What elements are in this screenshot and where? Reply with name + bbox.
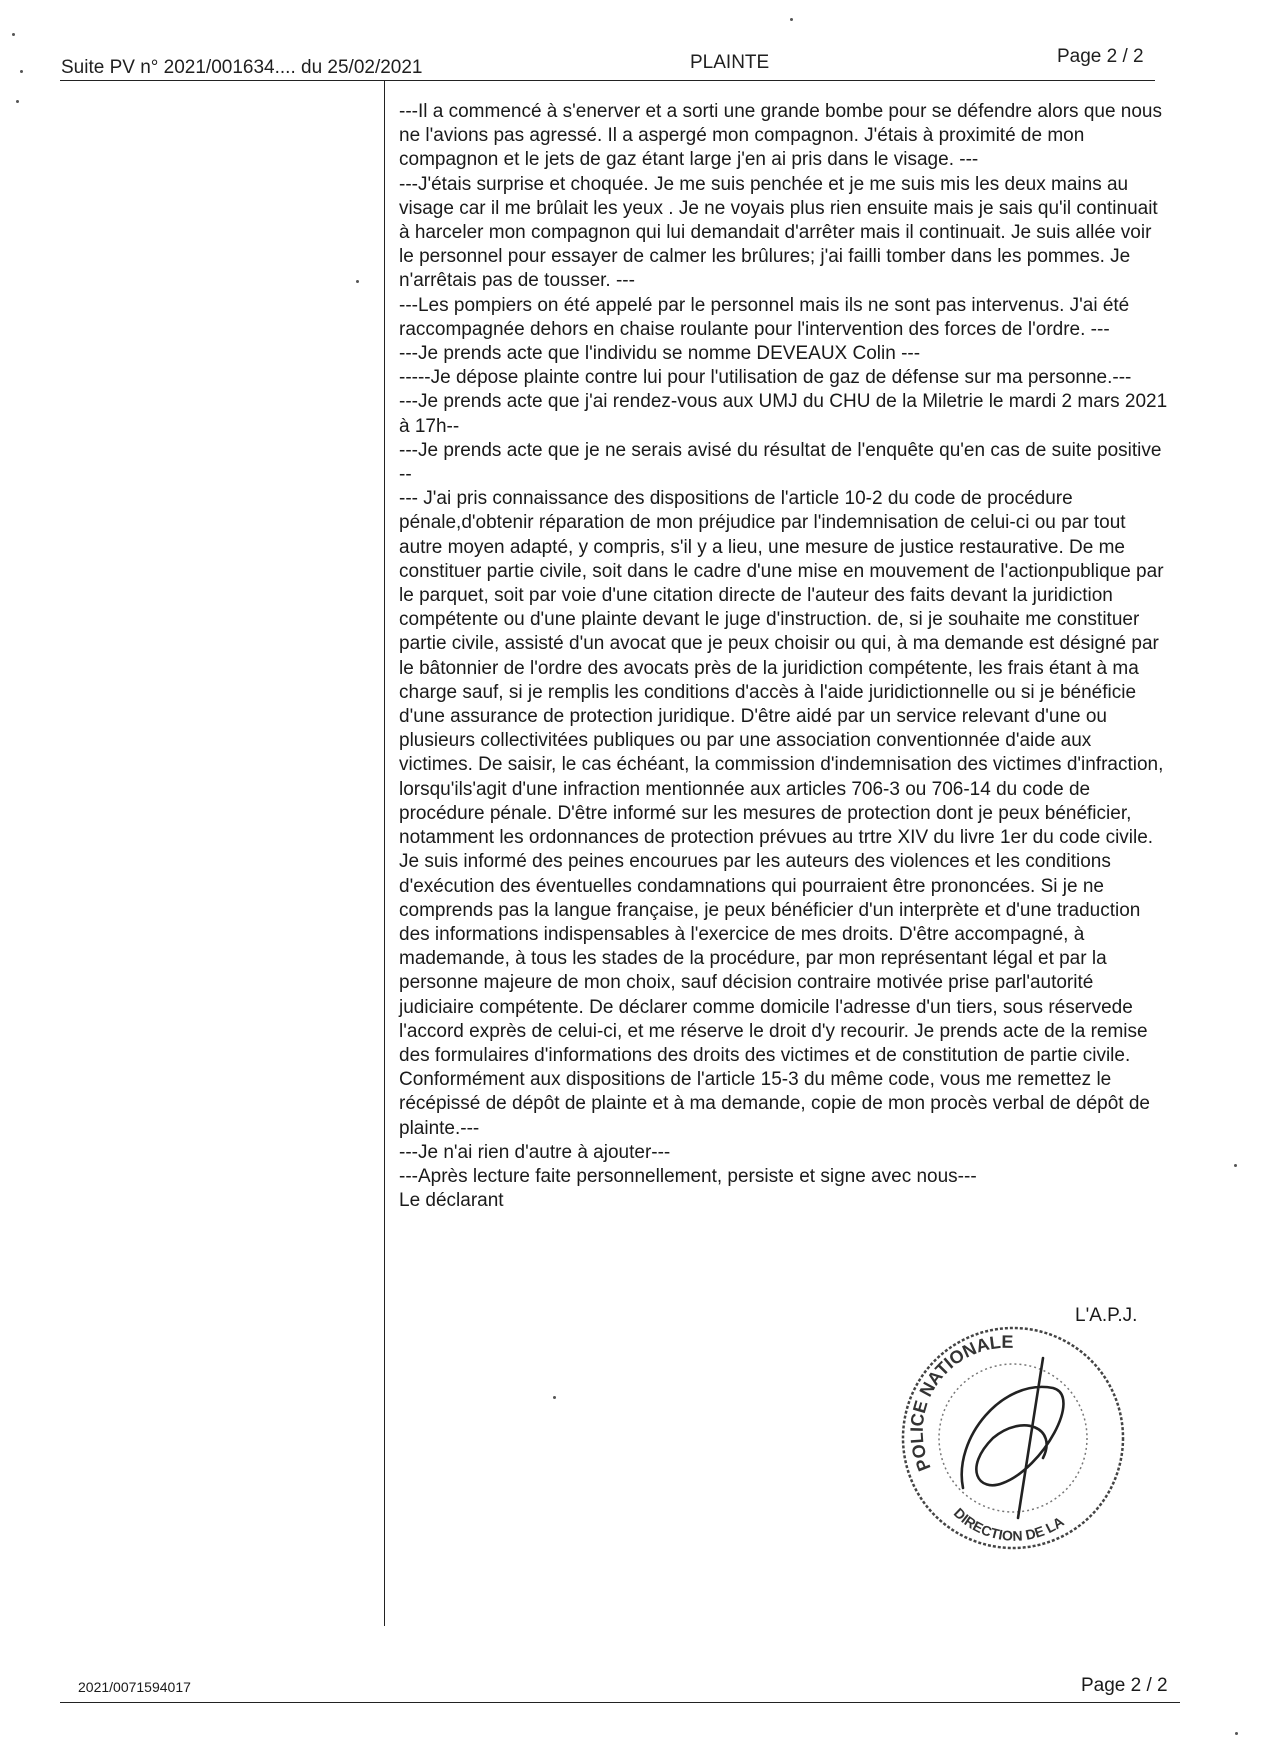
- margin-rule: [384, 81, 385, 1626]
- paragraph: ---Les pompiers on été appelé par le personnel mais ils ne sont pas intervenus. J'ai été raccompagnée dehors en chaise roulante pour l'intervention des forces de l'ordre. ---: [399, 294, 1130, 340]
- statement-body: [399, 100, 1169, 1213]
- paragraph: ---Je prends acte que je ne serais avisé du résultat de l'enquête qu'en cas de suite positive --: [399, 439, 1162, 486]
- paragraph: ---Je prends acte que j'ai rendez-vous aux UMJ du CHU de la Miletrie le mardi 2 mars 2021 à 17h--: [399, 391, 1168, 437]
- scan-artifact: [12, 33, 15, 36]
- scan-artifact: [356, 280, 359, 283]
- paragraph: ---Je prends acte que l'individu se nomme DEVEAUX Colin ---: [399, 343, 921, 365]
- scan-artifact: [1234, 1164, 1237, 1167]
- scan-artifact: [20, 70, 23, 73]
- header-pv-reference: Suite PV n° 2021/001634.... du 25/02/2021: [61, 57, 423, 78]
- apj-label: L'A.P.J.: [1075, 1305, 1138, 1326]
- svg-text:DIRECTION DE LA: [951, 1505, 1067, 1544]
- paragraph: ---J'étais surprise et choquée. Je me suis penchée et je me suis mis les deux mains au visage car il me brûlait les yeux . Je ne voyais plus rien ensuite mais je sais qu'il continuait à harceler mon compagnon qui lui demandait d'arrêter mais il continuait. Je suis allée voir le personnel pour essayer de calmer les brûlures; j'ai failli tomber dans les pommes. Je n'arrêtais pas de tousser. ---: [399, 173, 1158, 292]
- paragraph: ---Après lecture faite personnellement, persiste et signe avec nous---: [399, 1165, 977, 1187]
- paragraph: -----Je dépose plainte contre lui pour l'utilisation de gaz de défense sur ma personne.---: [399, 367, 1132, 389]
- footer-document-id: 2021/0071594017: [78, 1679, 191, 1695]
- stamp-text-top: POLICE NATIONALE: [906, 1331, 1014, 1474]
- scan-artifact: [16, 100, 19, 103]
- stamp-text-bottom: DIRECTION DE LA: [950, 1504, 1067, 1544]
- police-stamp: [893, 1318, 1133, 1558]
- header-page-number: Page 2 / 2: [1057, 46, 1144, 67]
- paragraph: --- J'ai pris connaissance des dispositions de l'article 10-2 du code de procédure pénale,d'obtenir réparation de mon préjudice par l'indemnisation de celui-ci ou par tout autre moyen adapté, y compris, s'il y a lieu, une mesure de justice restaurative. De me constituer partie civile, soit dans le cadre d'une mise en mouvement de l'actionpublique par le parquet, soit par voie d'une citation directe de l'auteur des faits devant la juridiction compétente ou d'une plainte devant le juge d'instruction. de, si je souhaite me constituer partie civile, assisté d'un avocat que je peux choisir ou qui, à ma demande est désigné par le bâtonnier de l'ordre des avocats près de la juridiction compétente, les frais étant à ma charge sauf, si je remplis les conditions d'accès à l'aide juridictionnelle ou si je bénéficie d'une assurance de protection juridique. D'être aidé par un service relevant d'une ou plusieurs collectivitées publiques ou par une association conventionnée d'aide aux victimes. De saisir, le cas échéant, la commission d'indemnisation des victimes d'infraction, lorsqu'ils'agit d'une infraction mentionnée aux articles 706-3 ou 706-14 du code de procédure pénale. D'être informé sur les mesures de protection dont je peux bénéficier, notamment les ordonnances de protection prévues au trtre XIV du livre 1er du code civile. Je suis informé des peines encourues par les auteurs des violences et les conditions d'exécution des éventuelles condamnations qui pourraient être prononcées. Si je ne comprends pas la langue française, je peux bénéficier d'un interprète et d'une traduction des informations indispensables à l'exercice de mes droits. D'être accompagné, à mademande, à tous les stades de la procédure, par mon représentant légal et par la personne majeure de mon choix, sauf décision contraire motivée prise parl'autorité judiciaire compétente. De déclarer comme domicile l'adresse d'un tiers, sous réservede l'accord exprès de celui-ci, et me réserve le droit d'y recourir. Je prends acte de la remise des formulaires d'informations des droits des victimes et de constitution de partie civile. Conformément aux dispositions de l'article 15-3 du même code, vous me remettez le récépissé de dépôt de plainte et à ma demande, copie de mon procès verbal de dépôt de plainte.---: [399, 488, 1164, 1139]
- footer-rule: [60, 1702, 1180, 1703]
- paragraph: ---Il a commencé à s'enerver et a sorti une grande bombe pour se défendre alors que nous ne l'avions pas agressé. Il a aspergé mon compagnon. J'étais à proximité de mon compagnon et le jets de gaz étant large j'en ai pris dans le visage. ---: [399, 101, 1162, 171]
- declarant-label: Le déclarant: [399, 1190, 504, 1212]
- scan-artifact: [790, 18, 793, 21]
- header-rule: [60, 80, 1155, 81]
- header-document-type: PLAINTE: [690, 52, 770, 73]
- paragraph: ---Je n'ai rien d'autre à ajouter---: [399, 1141, 671, 1163]
- signature-scribble: [962, 1358, 1064, 1518]
- scan-artifact: [553, 1396, 556, 1399]
- footer-page-number: Page 2 / 2: [1081, 1675, 1168, 1696]
- scan-artifact: [1235, 1732, 1238, 1735]
